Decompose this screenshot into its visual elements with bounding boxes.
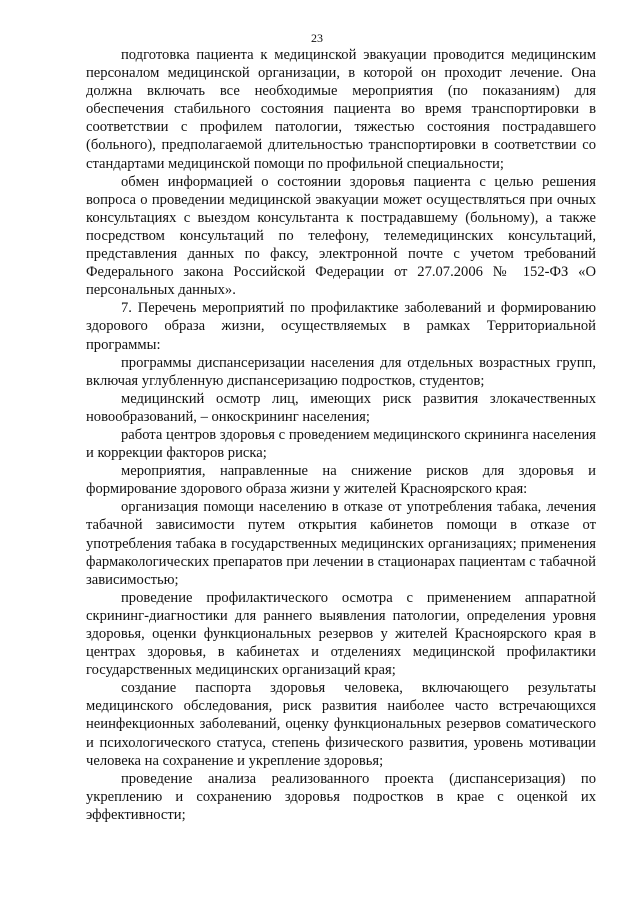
- paragraph-tobacco-cessation: организация помощи населению в отказе от употребления табака, лечения табачной зависимости путем открытия кабинетов помощи в отказе от употребления табака в государственных медицинских организациях; применения фармакологических препаратов при лечении в стационарах пациентам с табачной зависимостью;: [86, 499, 596, 588]
- paragraph-project-analysis: проведение анализа реализованного проекта (диспансеризация) по укреплению и сохранению здоровья подростков в крае с оценкой их эффективности;: [86, 770, 596, 823]
- paragraph-medical-evacuation-preparation: подготовка пациента к медицинской эвакуации проводится медицинским персоналом медицинской организации, в которой он проходит лечение. Она должна включать все необходимые мероприятия (по показаниям) для обеспечения стабильного состояния пациента во время транспортировки в соответствии с профилем патологии, тяжестью состояния пострадавшего (больного), предполагаемой длительностью транспортировки в соответствии со стандартами медицинской помощи по профильной специальности;: [86, 47, 596, 172]
- paragraph-dispensarization-programs: программы диспансеризации населения для отдельных возрастных групп, включая углубленную диспансеризацию подростков, студентов;: [86, 354, 596, 389]
- paragraph-health-info-exchange: обмен информацией о состоянии здоровья пациента с целью решения вопроса о проведении медицинской эвакуации может осуществляться при очных консультациях с выездом консультанта к пострадавшему (больному), а также посредством консультаций по телефону, телемедицинских консультаций, представления данных по факсу, электронной почте с учетом требований Федерального закона Российской Федерации от 27.07.2006 № 152-ФЗ «О персональных данных».: [86, 173, 596, 299]
- paragraph-health-passport: создание паспорта здоровья человека, включающего результаты медицинского обследования, риск развития наиболее часто встречающихся неинфекционных заболеваний, оценку функциональных резервов соматического и психологического статуса, степень физического развития, уровень мотивации человека на сохранение и укрепление здоровья;: [86, 680, 596, 769]
- paragraph-oncoscreening: медицинский осмотр лиц, имеющих риск развития злокачественных новообразований, – онкоскрининг населения;: [86, 390, 596, 425]
- paragraph-section-7-heading: 7. Перечень мероприятий по профилактике заболеваний и формированию здорового образа жизни, осуществляемых в рамках Территориальной программы:: [86, 300, 596, 353]
- paragraph-health-centers: работа центров здоровья с проведением медицинского скрининга населения и коррекции факторов риска;: [86, 426, 596, 462]
- page-number: 23: [311, 31, 323, 45]
- document-body: [86, 46, 596, 824]
- paragraph-preventive-examination: проведение профилактического осмотра с применением аппаратной скрининг-диагностики для раннего выявления патологии, определения уровня здоровья, оценки функциональных резервов у жителей Красноярского края в центрах здоровья, в кабинетах и отделениях медицинской профилактики государственных медицинских организаций края;: [86, 589, 596, 679]
- paragraph-risk-reduction-measures: мероприятия, направленные на снижение рисков для здоровья и формирование здорового образа жизни у жителей Красноярского края:: [86, 463, 596, 498]
